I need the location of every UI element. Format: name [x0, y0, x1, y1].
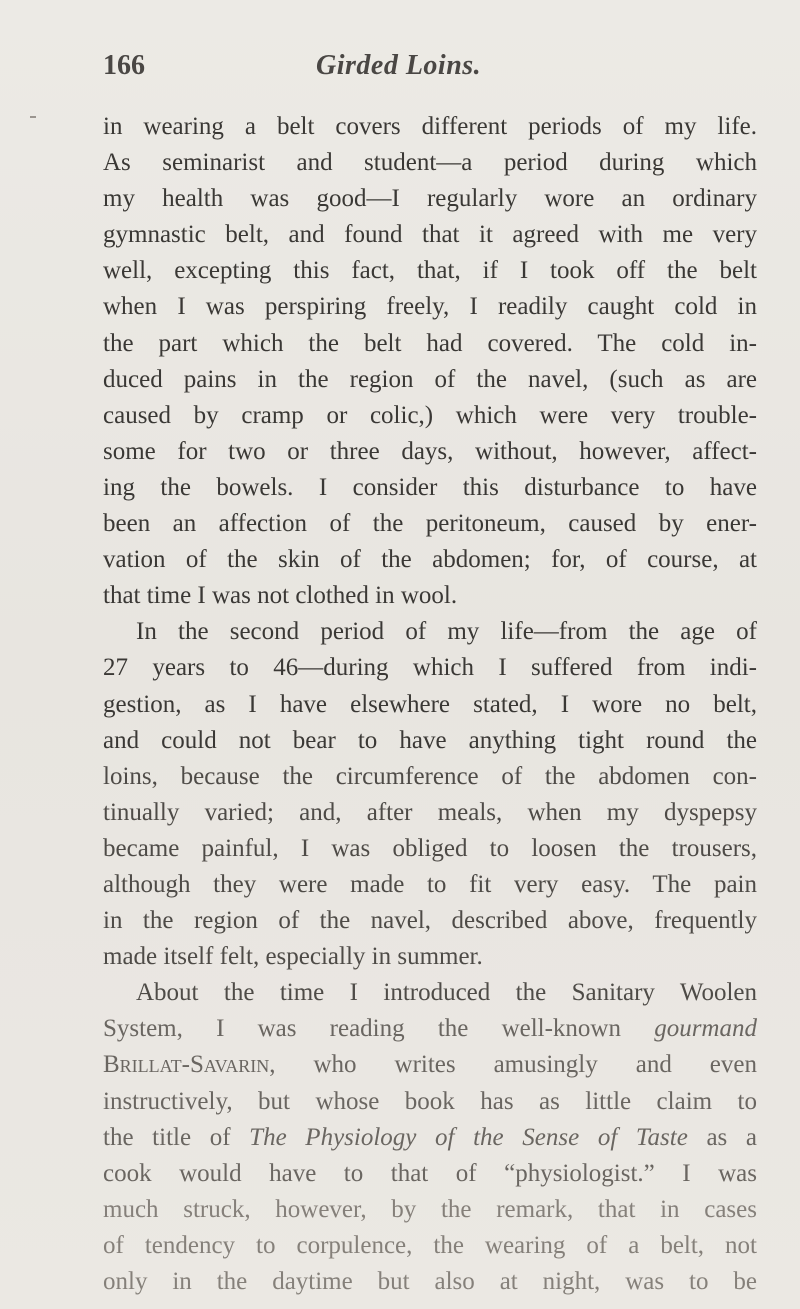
- text-segment: System, I was reading the well-known: [103, 1015, 621, 1043]
- text-line: although they were made to fit very easy. The pain: [103, 870, 757, 898]
- text-segment: who writes amusingly and even: [313, 1051, 757, 1079]
- text-segment: the title of: [103, 1123, 231, 1151]
- text-line: [103, 1011, 757, 1047]
- text-line: caused by cramp or colic,) which were very trouble-: [103, 401, 757, 429]
- text-line: 27 years to 46—during which I suffered from indi-: [103, 654, 757, 682]
- text-line: only in the daytime but also at night, was to be: [103, 1268, 757, 1295]
- running-title: Girded Loins.: [316, 50, 482, 81]
- text-line: when I was perspiring freely, I readily caught cold in: [103, 293, 757, 321]
- text-line: As seminarist and student—a period during which: [103, 149, 757, 177]
- text-line: and could not bear to have anything tight round the: [103, 726, 757, 754]
- text-line: well, excepting this fact, that, if I took off the belt: [103, 257, 757, 285]
- text-line: ing the bowels. I consider this disturbance to have: [103, 473, 757, 501]
- text-line: [103, 1047, 757, 1083]
- text-line: my health was good—I regularly wore an ordinary: [103, 185, 757, 213]
- text-line: made itself felt, especially in summer.: [103, 943, 483, 971]
- body-text: [103, 109, 757, 1300]
- author-name: Brillat-Savarin,: [103, 1051, 276, 1079]
- text-line: in the region of the navel, described above, frequently: [103, 907, 757, 935]
- book-title: The Physiology of the Sense of Taste: [249, 1123, 688, 1151]
- text-line: gestion, as I have elsewhere stated, I wore no belt,: [103, 690, 757, 718]
- text-line: vation of the skin of the abdomen; for, of course, at: [103, 546, 757, 574]
- text-line: In the second period of my life—from the age of: [136, 618, 757, 646]
- text-line: [103, 1120, 757, 1156]
- italic-word: gourmand: [654, 1015, 757, 1043]
- text-line: much struck, however, by the remark, that in cases: [103, 1195, 757, 1223]
- text-line: cook would have to that of “physiologist.” I was: [103, 1159, 757, 1187]
- text-line: in wearing a belt covers different periods of my life.: [103, 113, 757, 140]
- text-line: instructively, but whose book has as little claim to: [103, 1087, 757, 1115]
- text-line: some for two or three days, without, however, affect-: [103, 437, 757, 465]
- running-head: [103, 50, 743, 90]
- text-line: been an affection of the peritoneum, caused by ener-: [103, 510, 757, 538]
- page-number: 166: [103, 50, 145, 81]
- text-line: became painful, I was obliged to loosen the trousers,: [103, 834, 757, 862]
- text-line: of tendency to corpulence, the wearing of a belt, not: [103, 1231, 757, 1259]
- text-line: the part which the belt had covered. The cold in-: [103, 329, 757, 357]
- text-line: loins, because the circumference of the abdomen con-: [103, 762, 757, 790]
- text-line: tinually varied; and, after meals, when my dyspepsy: [103, 798, 757, 826]
- text-segment: as a: [706, 1123, 758, 1151]
- margin-mark: [30, 116, 36, 118]
- text-line: About the time I introduced the Sanitary Woolen: [136, 979, 757, 1007]
- text-line: duced pains in the region of the navel, (such as are: [103, 365, 757, 393]
- text-line: gymnastic belt, and found that it agreed with me very: [103, 221, 757, 249]
- text-line: that time I was not clothed in wool.: [103, 582, 458, 610]
